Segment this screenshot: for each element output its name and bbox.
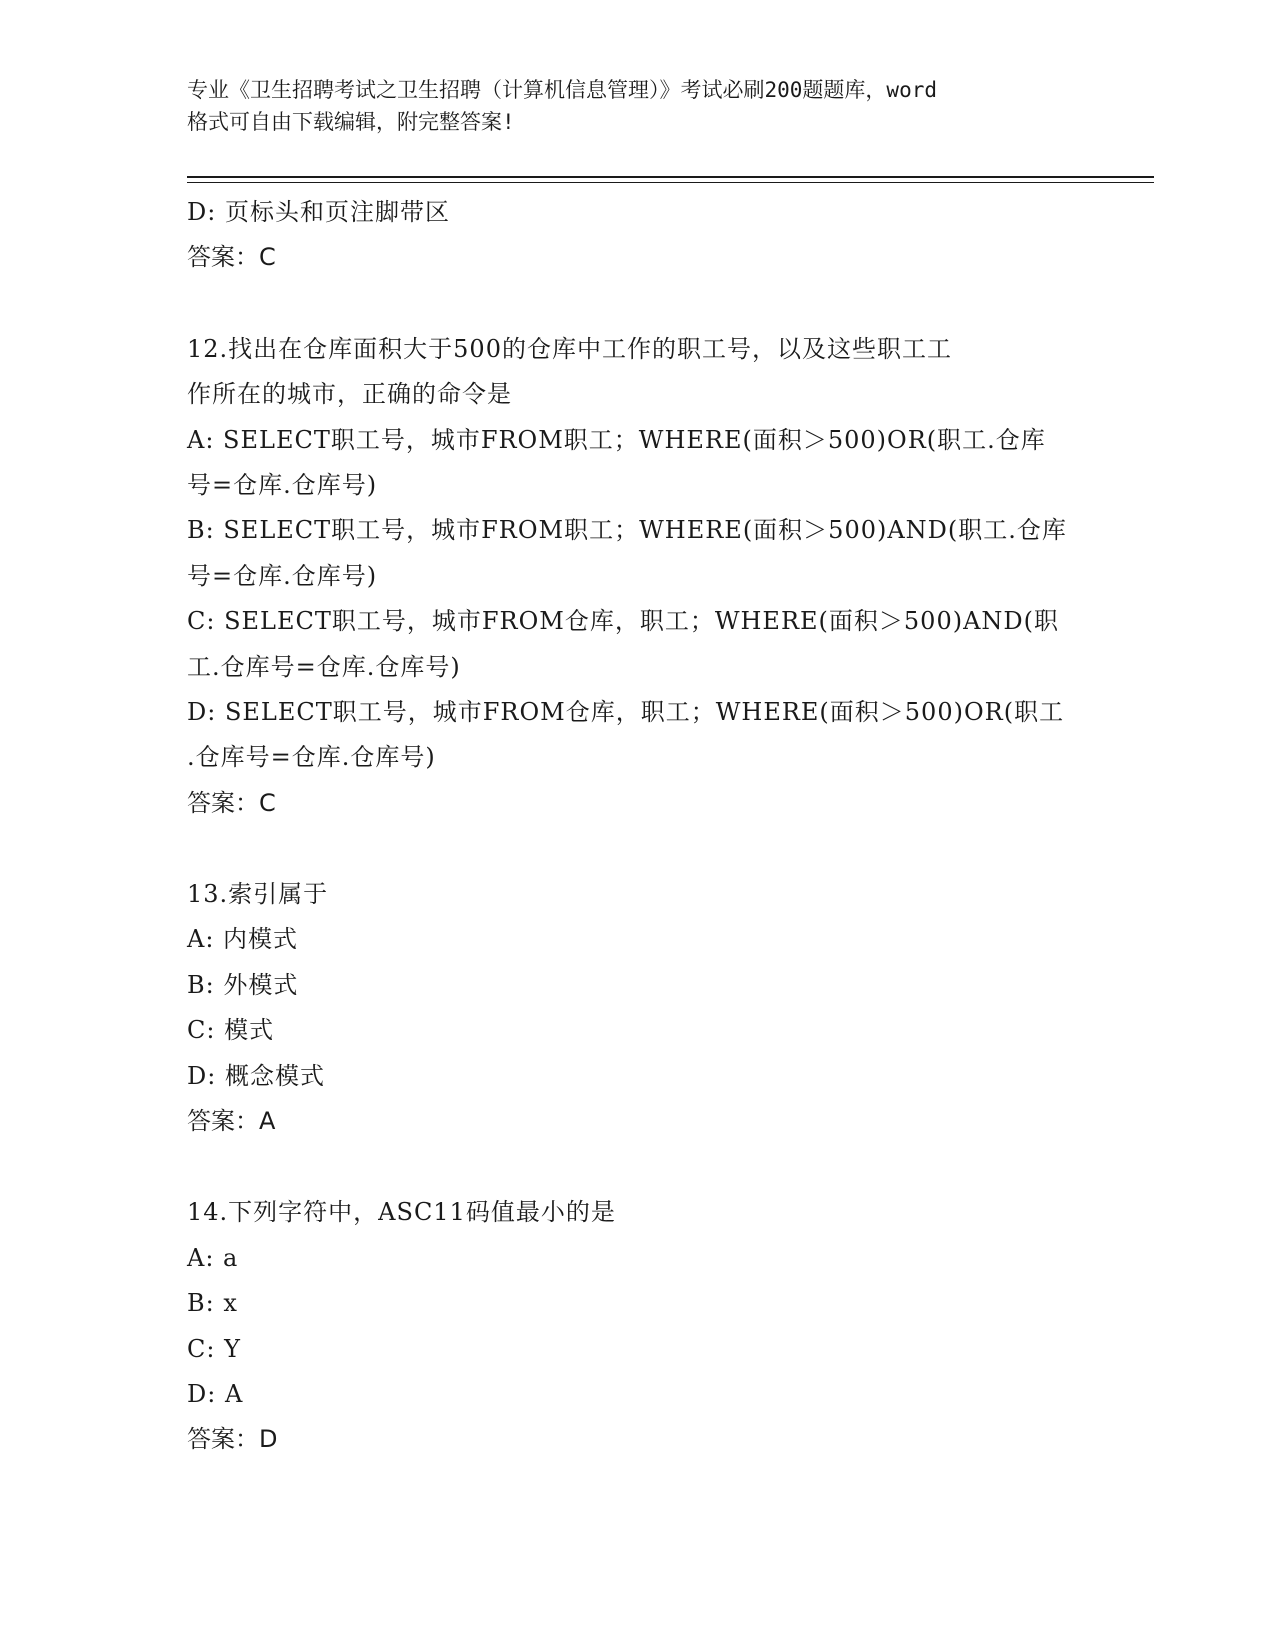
option-b: B: SELECT职工号，城市FROM职工；WHERE(面积＞500)AND(职工.仓库 <box>187 516 1067 545</box>
option-a: A: a <box>187 1243 239 1272</box>
answer-line: 答案：A <box>187 1107 276 1136</box>
option-d: D: SELECT职工号，城市FROM仓库，职工；WHERE(面积＞500)OR(职工 <box>187 697 1065 726</box>
option-c: C: 模式 <box>187 1016 275 1045</box>
header-title-line-1: 专业《卫生招聘考试之卫生招聘（计算机信息管理）》考试必刷200题题库，word <box>187 78 937 102</box>
answer-line: 答案：C <box>187 788 276 817</box>
answer-line: 答案：D <box>187 1425 278 1454</box>
option-b: B: 外模式 <box>187 970 299 999</box>
question-stem-continued: 作所在的城市，正确的命令是 <box>187 380 512 409</box>
question-13 <box>187 872 1087 1144</box>
spacer <box>187 281 1087 327</box>
question-stem: 13.索引属于 <box>187 880 329 909</box>
option-a: A: 内模式 <box>187 925 299 954</box>
question-stem: 12.找出在仓库面积大于500的仓库中工作的职工号，以及这些职工工 <box>187 334 952 363</box>
option-a: A: SELECT职工号，城市FROM职工；WHERE(面积＞500)OR(职工.仓库 <box>187 425 1046 454</box>
option-d: D: 概念模式 <box>187 1061 325 1090</box>
option-d: D: A <box>187 1379 244 1408</box>
question-12 <box>187 327 1087 826</box>
page-header <box>187 74 1087 138</box>
option-d: D: 页标头和页注脚带区 <box>187 198 450 226</box>
question-14 <box>187 1190 1087 1462</box>
option-c-continued: 工.仓库号=仓库.仓库号) <box>187 652 461 681</box>
option-b: B: x <box>187 1289 238 1318</box>
option-d-continued: .仓库号=仓库.仓库号) <box>187 743 436 772</box>
header-title-line-2: 格式可自由下载编辑，附完整答案! <box>187 110 515 134</box>
header-divider-thin <box>187 182 1154 183</box>
spacer <box>187 1144 1087 1190</box>
option-c: C: Y <box>187 1334 241 1363</box>
spacer <box>187 826 1087 872</box>
answer-line: 答案：C <box>187 243 276 272</box>
option-a-continued: 号=仓库.仓库号) <box>187 470 378 499</box>
option-b-continued: 号=仓库.仓库号) <box>187 561 378 590</box>
question-content <box>187 190 1087 1463</box>
question-stem: 14.下列字符中，ASC11码值最小的是 <box>187 1198 616 1227</box>
question-11-tail <box>187 190 1087 281</box>
header-divider-thick <box>187 176 1154 178</box>
option-c: C: SELECT职工号，城市FROM仓库，职工；WHERE(面积＞500)AND(职 <box>187 607 1060 636</box>
